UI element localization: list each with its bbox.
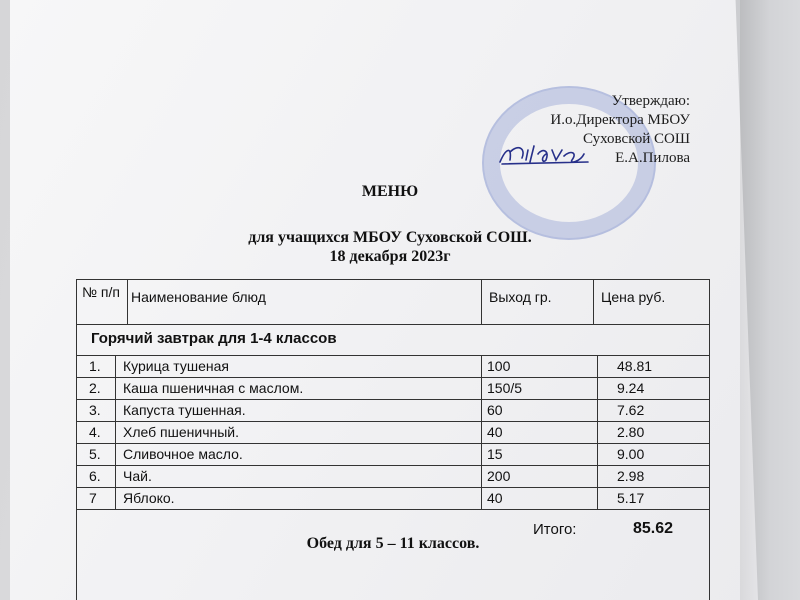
document-date: 18 декабря 2023г (329, 248, 451, 265)
column-divider (597, 443, 598, 465)
row-number: 7 (89, 490, 97, 506)
row-dish-name: Каша пшеничная с маслом. (123, 380, 304, 396)
column-divider (597, 355, 598, 377)
row-dish-name: Капуста тушенная. (123, 402, 246, 418)
row-yield: 200 (487, 468, 511, 484)
section-breakfast-title: Горячий завтрак для 1-4 классов (91, 330, 337, 347)
table-row (77, 421, 709, 444)
total-value: 85.62 (633, 520, 674, 537)
handwritten-signature (496, 140, 591, 175)
row-price: 7.62 (617, 402, 645, 418)
row-yield: 40 (487, 424, 503, 440)
column-divider (115, 399, 116, 421)
column-divider (481, 487, 482, 509)
row-yield: 150/5 (487, 380, 523, 396)
column-divider (481, 465, 482, 487)
row-number: 2. (89, 380, 101, 396)
column-divider (481, 421, 482, 443)
row-number: 5. (89, 446, 101, 462)
column-divider (593, 280, 594, 324)
row-dish-name: Курица тушеная (123, 358, 229, 374)
column-divider (127, 280, 128, 324)
column-divider (481, 399, 482, 421)
header-number: № п/п (82, 284, 120, 300)
row-number: 3. (89, 402, 101, 418)
header-dish-name: Наименование блюд (131, 289, 266, 305)
column-divider (597, 487, 598, 509)
column-divider (597, 377, 598, 399)
table-row (77, 465, 709, 488)
table-row (77, 443, 709, 466)
section-breakfast (77, 323, 709, 356)
column-divider (115, 421, 116, 443)
column-divider (597, 399, 598, 421)
paper-shadow (740, 0, 770, 600)
column-divider (115, 487, 116, 509)
column-divider (481, 355, 482, 377)
column-divider (115, 355, 116, 377)
column-divider (481, 443, 482, 465)
section-lunch-title: Обед для 5 – 11 классов. (306, 535, 480, 552)
row-number: 4. (89, 424, 101, 440)
column-divider (597, 465, 598, 487)
row-yield: 60 (487, 402, 503, 418)
row-yield: 40 (487, 490, 503, 506)
table-row (77, 487, 709, 510)
row-yield: 100 (487, 358, 511, 374)
table-header-row (77, 279, 709, 325)
table-row (77, 377, 709, 400)
table-row (77, 399, 709, 422)
column-divider (115, 465, 116, 487)
column-divider (597, 421, 598, 443)
approval-position: И.о.Директора МБОУ (550, 112, 690, 128)
row-yield: 15 (487, 446, 503, 462)
row-dish-name: Чай. (123, 468, 152, 484)
row-number: 6. (89, 468, 101, 484)
column-divider (115, 443, 116, 465)
row-price: 5.17 (617, 490, 645, 506)
header-price: Цена руб. (601, 289, 666, 305)
approval-school: Суховской СОШ (583, 131, 690, 147)
row-dish-name: Хлеб пшеничный. (123, 424, 239, 440)
column-divider (481, 280, 482, 324)
document-title: МЕНЮ (361, 183, 419, 200)
row-dish-name: Сливочное масло. (123, 446, 243, 462)
row-price: 2.98 (617, 468, 645, 484)
header-yield: Выход гр. (489, 289, 552, 305)
menu-table (76, 279, 710, 600)
table-row (77, 355, 709, 378)
row-price: 2.80 (617, 424, 645, 440)
document-subtitle: для учащихся МБОУ Суховской СОШ. (248, 229, 532, 246)
row-dish-name: Яблоко. (123, 490, 175, 506)
row-price: 9.24 (617, 380, 645, 396)
row-price: 9.00 (617, 446, 645, 462)
total-label: Итого: (533, 521, 577, 538)
approval-signer: Е.А.Пилова (615, 150, 690, 166)
column-divider (115, 377, 116, 399)
row-price: 48.81 (617, 358, 653, 374)
approval-heading: Утверждаю: (611, 93, 690, 109)
row-number: 1. (89, 358, 101, 374)
column-divider (481, 377, 482, 399)
